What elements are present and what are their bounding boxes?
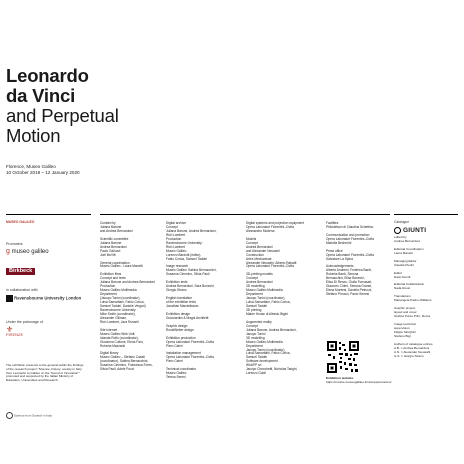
event-dates: 10 October 2019 – 12 January 2020 [6, 170, 80, 175]
title-line-3: and Perpetual [6, 105, 119, 126]
ravensbourne-mark-icon [6, 295, 13, 302]
museo-galileo-top-logo: MUSEO GALILEO [6, 220, 35, 224]
credits-column-3: Digital systems and projection equipment Opera Laboratori Fiorentini–Civita Alessandro Modena Models Concept Andrea Bernardoni and Alexander Neuwahl Construction Artes Mechanicae Alexander Neuwahl, Alberto Rabatti Opera Laboratori Fiorentini–Civita 3D-printing models Concept Andrea Bernardoni 3D modelling Museo Galileo Multimedia Department Jacopo Tonini (coordinator), Luisa Samaritani, Fabio Corica, Samuel Taddei 3D printing Maker House di Alessio Bigini Augmented reality Concept Juliana Barone, Andrea Bernardoni, Jacopo Tonini 3D modelling Museo Galileo Multimedia Department Jacopo Tonini (coordinator), Luisa Samaritani, Fabio Corica, Samuel Taddei Software development WhAPP srl Jacopo Checchetti, Nicholas Tarighi, Lorenzo Guidi [246, 221, 305, 376]
credits-column-1: Curated by Juliana Barone and Andrea Bernardoni Scientific committee Juliana Barone Andrea Bernardoni Paolo Galluzzi Joel McVitt General coordination Museo Galileo - Laura Manetti Exhibition films Concept and texts Juliana Barone and Andrea Bernardoni Production Museo Galileo Multimedia Department (Jacopo Tonini (coordinator), Luisa Samaritani, Fabio Corica, Samuel Taddei, Daniele Vergari) Ravensbourne University Mike Smith (coordinator), Alexander Gillman, Rich Lambert, Jazz Russell Site Internet Museo Galileo Web Unit: Iolanda Rolfo (coordinator), Giovanna Cultone, Elena Fani, Roberta Mazzanti Digital library Museo Galileo – Stefano Casati (coordinator), Sabina Bernacchini, Susanna Cimmino, Francesca Fores, Silvia Paoli, Adele Pocci [100, 221, 155, 372]
giunti-mark-icon [394, 227, 401, 234]
credits-column-4: Facilities Philodelson di Claudius Schettino Communication and promotion Opera Laboratori Fiorentini–Civita Mariella Becherini Press office Opera Laboratori Fiorentini–Civita Salvatore La Spina Acknowledgements Alberto Andreini, Federica Bardi, Roberta Bardi, Simona Bernacchini, Elisa Bonechi, Elisa Di Renzo, Giulia Fornasari, Giacomo Chieri, Simona Grandi, Elena Montesi, Daniela Petrucci, Stefano Pirrucci, Paolo Senesi [326, 221, 374, 297]
qr-code[interactable] [326, 340, 360, 374]
patron-label: Under the patronage of [6, 320, 43, 324]
divider-middle [100, 214, 390, 215]
project-blurb: The exhibition presents to the general public the findings of the research project "Science, history, society in Italy: from Leonardo to Galileo on the 'hound of Innovation'" promoted and supported by the Italian Ministry of Education, Universities and Research. [6, 363, 84, 383]
event-info [6, 164, 166, 176]
divider-right [394, 214, 458, 215]
birkbeck-logo: Birkbeck [6, 268, 35, 275]
exhibition-title [6, 66, 206, 146]
footer-logo: Science from Scratch in Italy [6, 412, 52, 419]
event-place: Florence, Museo Galileo [6, 164, 56, 169]
catalogue-label: Catalogue [394, 220, 410, 224]
ravensbourne-logo: Ravensbourne University London [6, 295, 86, 302]
title-line-4: Motion [6, 125, 61, 146]
museo-g-icon: g [6, 248, 10, 255]
exhibition-website [326, 377, 396, 385]
credits-column-2: Digital archive Concept Juliana Barone, Andrea Bernardoni, Rich Lambert Production Ravensbourne University: Rich Lambert Museo Galileo Lorenzo Bardotti (editor), Fabio Corica, Samuel Taddei Image research Museo Galileo: Sabina Bernacchini, Susanna Cimmino, Silvia Paoli Exhibition texts Andrea Bernardoni, Sara Bonechi, Giorgio Strano English translation of the exhibition texts Jonathan Mandelbaum Exhibition design Guicciardini & Magni Architetti Graphic design RovaiWeber design Exhibition production Opera Laboratori Fiorentini–Civita Piero Caleri Installation management Opera Laboratori Fiorentini–Civita Piero Caleri Technical coordinator Museo Galileo Teresa Sereni [166, 221, 217, 380]
catalogue-credits: edited by Andrea Bernardoni Editorial Coordination Laura Manetti Managing Editor Claudia Pierini Editor Dario Dondi Editorial Collaboration Nada Rossi Translations Mariangela Patino-Williams Graphic project, layout and cover Grafica Punto Print, Roma Image technical supervision Filippo Morghini Stefano Bigi Authors of catalogue entries A.B. = Andrea Bernardoni A.N. = Alexander Neuwahl G.S. = Giorgio Strano [394, 235, 433, 358]
firenze-logo: ⚜ FIRENZE [6, 325, 24, 337]
promoters-label: Promoters [6, 242, 23, 246]
exhibition-website-label: Exhibition website [326, 376, 354, 380]
title-line-1: Leonardo [6, 65, 89, 86]
giunti-logo: GIUNTI [394, 227, 426, 234]
museo-galileo-logo: g museo galileo [6, 248, 49, 255]
collab-label: in collaboration with [6, 288, 38, 292]
footer-seal-icon [6, 412, 13, 419]
title-line-2: da Vinci [6, 85, 76, 106]
fleur-de-lis-icon: ⚜ [6, 325, 14, 334]
divider-left [6, 214, 91, 215]
exhibition-website-link[interactable]: https://mostre.museogalileo.it/motoperpetuo/en/ [326, 379, 392, 384]
